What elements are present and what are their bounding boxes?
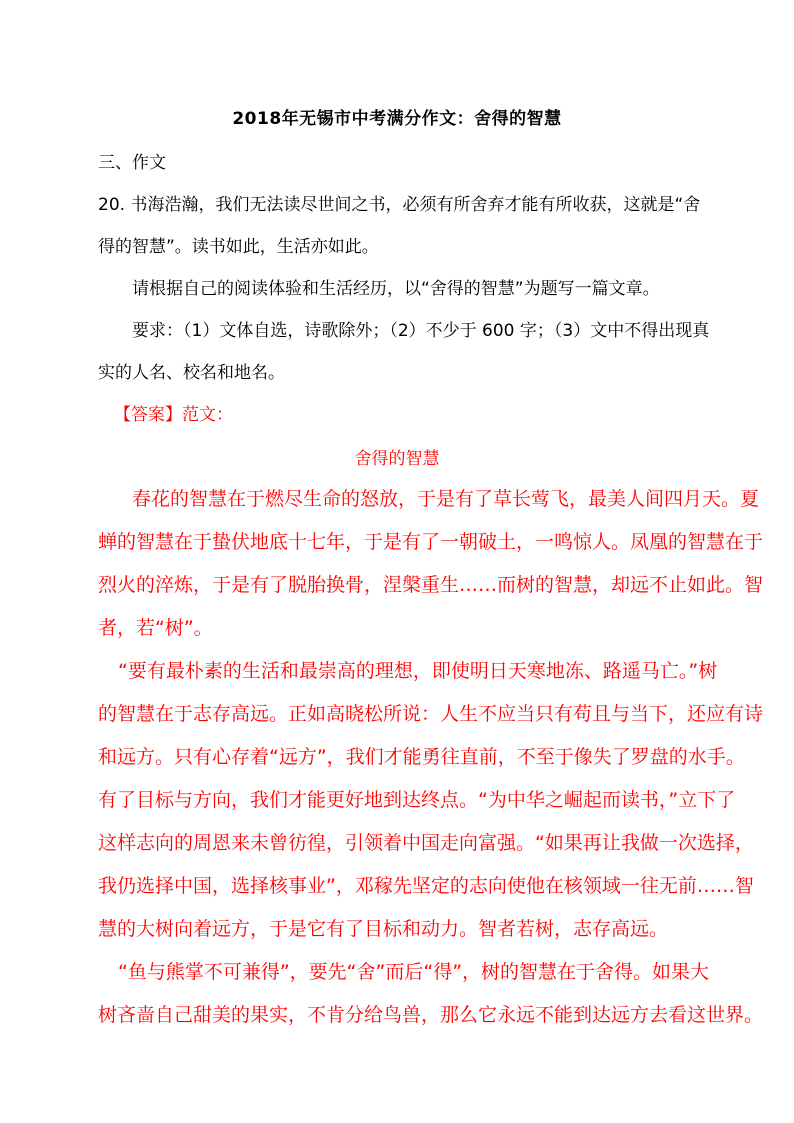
essay-line: 树吝啬自己甜美的果实，不肯分给鸟兽，那么它永远不能到达远方去看这世界。 bbox=[98, 1004, 764, 1026]
question-line: 20. 书海浩瀚，我们无法读尽世间之书，必须有所舍弃才能有所收获，这就是“舍 bbox=[98, 195, 701, 215]
essay-line: “鱼与熊掌不可兼得”，要先“舍”而后“得”，树的智慧在于舍得。如果大 bbox=[118, 961, 710, 983]
requirement-line: 实的人名、校名和地名。 bbox=[98, 363, 285, 383]
essay-line: 的智慧在于志存高远。正如高晓松所说：人生不应当只有苟且与当下，还应有诗 bbox=[98, 703, 764, 725]
document-title: 2018年无锡市中考满分作文：舍得的智慧 bbox=[232, 109, 562, 129]
essay-line: 我仍选择中国，选择核事业”，邓稼先坚定的志向使他在核领域一往无前……智 bbox=[98, 875, 754, 897]
essay-line: 烈火的淬炼，于是有了脱胎换骨，涅槃重生……而树的智慧，却远不止如此。智 bbox=[98, 574, 764, 596]
question-line: 得的智慧”。读书如此，生活亦如此。 bbox=[98, 237, 379, 257]
section-heading: 三、作文 bbox=[98, 153, 166, 173]
essay-line: 这样志向的周恩来未曾彷徨，引领着中国走向富强。“如果再让我做一次选择， bbox=[98, 832, 754, 854]
essay-line: 春花的智慧在于燃尽生命的怒放，于是有了草长莺飞，最美人间四月天。夏 bbox=[132, 488, 760, 510]
essay-line: 者，若“树”。 bbox=[98, 617, 213, 639]
essay-title: 舍得的智慧 bbox=[354, 449, 440, 469]
answer-label: 【答案】范文： bbox=[114, 405, 233, 425]
essay-line: 有了目标与方向，我们才能更好地到达终点。“为中华之崛起而读书，”立下了 bbox=[98, 789, 736, 811]
requirement-line: 要求：（1）文体自选，诗歌除外；（2）不少于 600 字；（3）文中不得出现真 bbox=[132, 321, 710, 341]
essay-line: 和远方。只有心存着“远方”，我们才能勇往直前，不至于像失了罗盘的水手。 bbox=[98, 746, 745, 768]
essay-line: 蝉的智慧在于蛰伏地底十七年，于是有了一朝破土，一鸣惊人。凤凰的智慧在于 bbox=[98, 531, 764, 553]
instruction-line: 请根据自己的阅读体验和生活经历，以“舍得的智慧”为题写一篇文章。 bbox=[132, 279, 660, 299]
essay-line: “要有最朴素的生活和最崇高的理想，即使明日天寒地冻、路遥马亡。”树 bbox=[118, 660, 718, 682]
essay-line: 慧的大树向着远方，于是它有了目标和动力。智者若树，志存高远。 bbox=[98, 918, 669, 940]
